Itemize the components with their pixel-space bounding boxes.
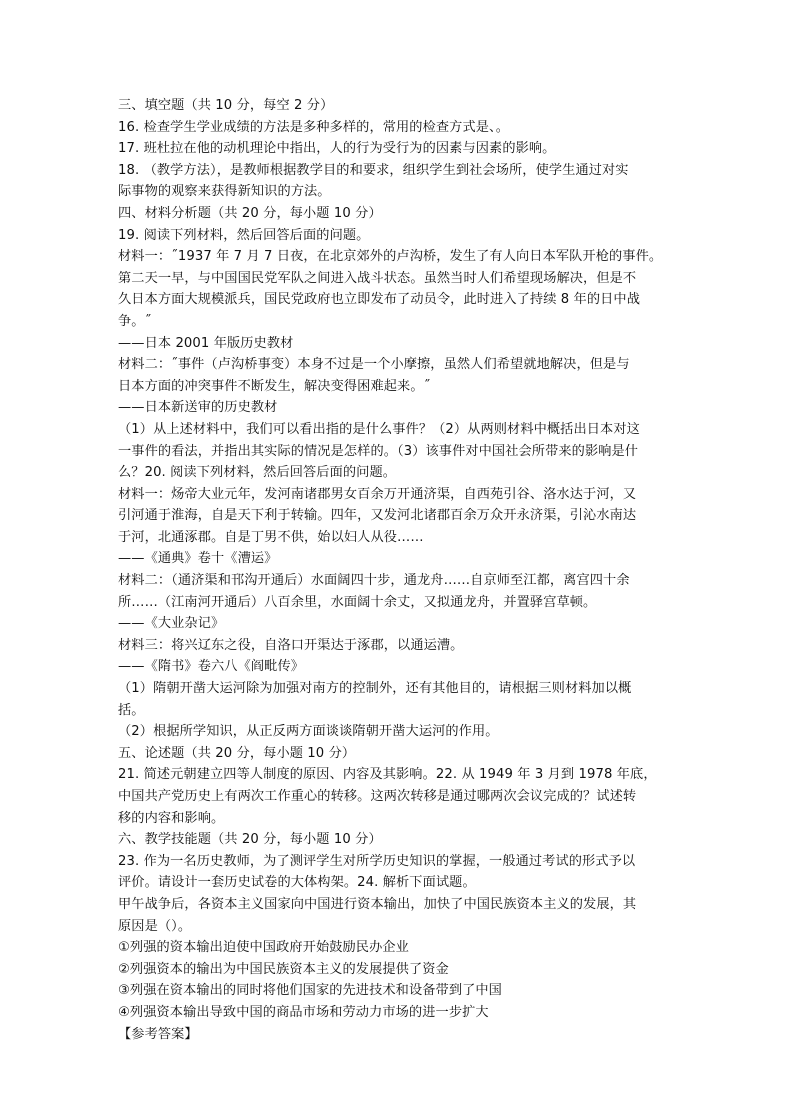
q20-material-1-line-2: 引河通于淮海，自是天下利于转输。四年，又发河北诸郡百余万众开永济渠，引沁水南达 [118, 508, 637, 524]
q20-material-2-line-1: 材料二：（通济渠和邗沟开通后）水面阔四十步，通龙舟……自京师至江都，离宫四十余 [118, 573, 630, 589]
material-2-line-2: 日本方面的冲突事件不断发生，解决变得困难起来。˝ [118, 378, 431, 394]
material-1-line-1: 材料一：˝1937 年 7 月 7 日夜，在北京郊外的卢沟桥，发生了有人向日本军队开枪的事件。 [118, 249, 663, 265]
material-2-line-1: 材料二：˝事件（卢沟桥事变）本身不过是一个小摩擦，虽然人们希望就地解决，但是与 [118, 357, 630, 373]
section-heading-essay: 五、论述题（共 20 分，每小题 10 分） [118, 745, 356, 761]
question-20-sub-1-cont: 括。 [118, 702, 145, 718]
q20-material-1-line-3: 于河，北通涿郡。自是丁男不供，始以妇人从役…… [118, 529, 424, 545]
question-22-cont-2: 移的内容和影响。 [118, 810, 225, 826]
question-19-sub-1: （1）从上述材料中，我们可以看出指的是什么事件？（2）从两则材料中概括出日本对这 [118, 421, 640, 437]
question-20-sub-1: （1）隋朝开凿大运河除为加强对南方的控制外，还有其他目的，请根据三则材料加以概 [118, 681, 632, 697]
question-20-sub-2: （2）根据所学知识，从正反两方面谈谈隋朝开凿大运河的作用。 [118, 724, 499, 740]
question-18: 18. （教学方法），是教师根据教学目的和要求，组织学生到社会场所，使学生通过对实 [118, 162, 629, 178]
q20-material-3-source: ——《隋书》卷六八《阎毗传》 [118, 659, 305, 675]
option-1: ①列强的资本输出迫使中国政府开始鼓励民办企业 [118, 940, 409, 956]
material-1-line-4: 争。˝ [118, 313, 152, 329]
section-heading-fill-in: 三、填空题（共 10 分，每空 2 分） [118, 98, 334, 113]
question-23-24: 评价。请设计一套历史试卷的大体构架。24. 解析下面试题。 [118, 875, 476, 891]
option-4: ④列强资本输出导致中国的商品市场和劳动力市场的进一步扩大 [118, 1004, 489, 1020]
option-3: ③列强在资本输出的同时将他们国家的先进技术和设备带到了中国 [118, 983, 502, 999]
q20-material-1-source: ——《通典》卷十《漕运》 [118, 551, 278, 567]
q20-material-2-line-2: 所……（江南河开通后）八百余里，水面阔十余丈，又拟通龙舟，并置驿宫草顿。 [118, 594, 597, 610]
q20-material-2-source: ——《大业杂记》 [118, 616, 225, 632]
question-20: 么？20. 阅读下列材料，然后回答后面的问题。 [118, 465, 397, 481]
material-1-line-2: 第二天一早，与中国国民党军队之间进入战斗状态。虽然当时人们希望现场解决，但是不 [118, 270, 637, 286]
question-24-stem-1: 甲午战争后，各资本主义国家向中国进行资本输出，加快了中国民族资本主义的发展，其 [118, 896, 637, 912]
question-21-22: 21. 简述元朝建立四等人制度的原因、内容及其影响。22. 从 1949 年 3 月到 1978 年底， [118, 767, 657, 783]
section-heading-material-analysis: 四、材料分析题（共 20 分，每小题 10 分） [118, 205, 382, 221]
q20-material-1-line-1: 材料一：炀帝大业元年，发河南诸郡男女百余万开通济渠，自西苑引谷、洛水达于河，又 [118, 486, 637, 502]
material-1-line-3: 久日本方面大规模派兵，国民党政府也立即发布了动员令，此时进入了持续 8 年的日中战 [118, 292, 640, 308]
question-18-cont: 际事物的观察来获得新知识的方法。 [118, 184, 331, 200]
document-page [118, 95, 678, 1045]
material-2-source: ——日本新送审的历史教材 [118, 400, 278, 416]
section-heading-teaching-skills: 六、教学技能题（共 20 分，每小题 10 分） [118, 832, 382, 848]
question-17: 17. 班杜拉在他的动机理论中指出，人的行为受行为的因素与因素的影响。 [118, 141, 556, 157]
question-22-cont-1: 中国共产党历史上有两次工作重心的转移。这两次转移是通过哪两次会议完成的？试述转 [118, 789, 637, 804]
question-23: 23. 作为一名历史教师，为了测评学生对所学历史知识的掌握，一般通过考试的形式予以 [118, 853, 636, 869]
question-19-sub-2: 一事件的看法，并指出其实际的情况是怎样的。（3）该事件对中国社会所带来的影响是什 [118, 443, 639, 459]
option-2: ②列强资本的输出为中国民族资本主义的发展提供了资金 [118, 961, 449, 977]
q20-material-3: 材料三：将兴辽东之役，自洛口开渠达于涿郡，以通运漕。 [118, 637, 464, 653]
question-16: 16. 检查学生学业成绩的方法是多种多样的，常用的检查方式是、。 [118, 119, 510, 135]
question-19: 19. 阅读下列材料，然后回答后面的问题。 [118, 227, 370, 243]
question-24-stem-2: 原因是（）。 [118, 918, 192, 934]
material-1-source: ——日本 2001 年版历史教材 [118, 335, 294, 351]
reference-answer-heading: 【参考答案】 [118, 1026, 198, 1042]
